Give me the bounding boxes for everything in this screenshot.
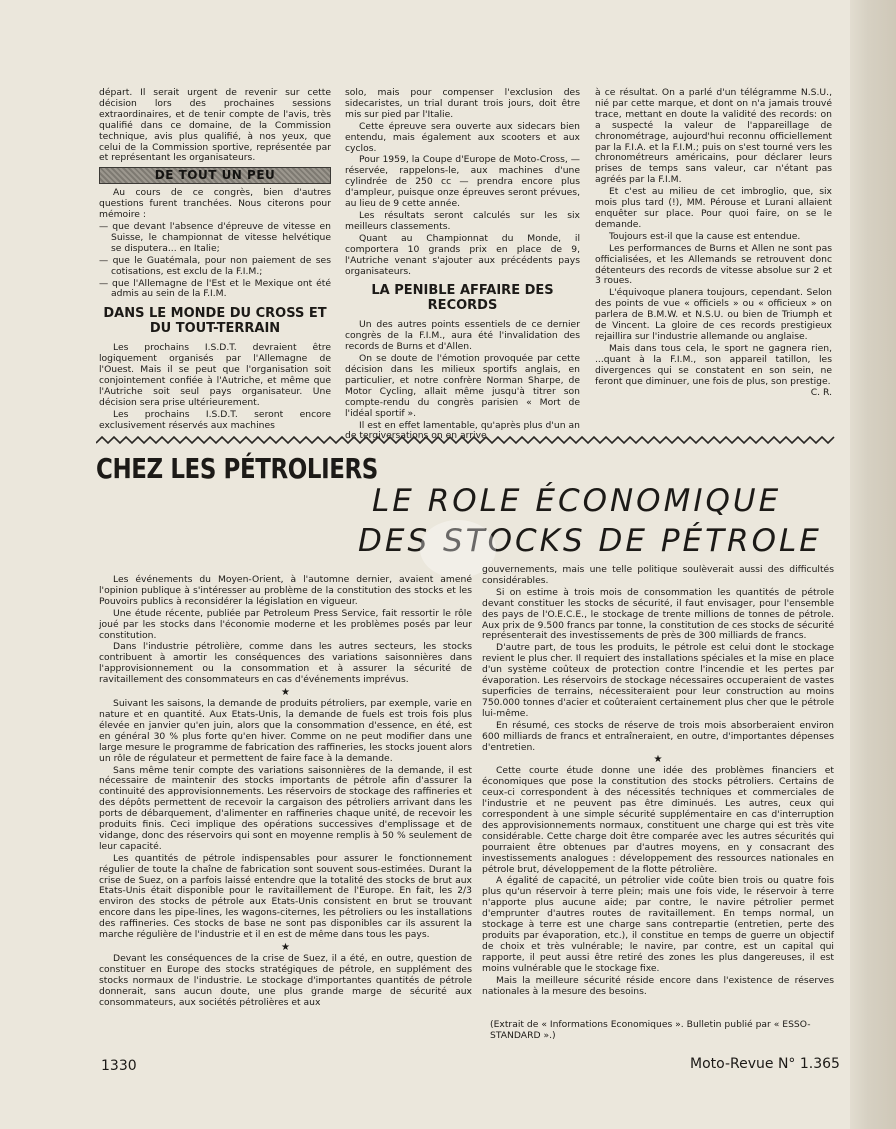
top-column-3: [595, 88, 832, 400]
article-credit: (Extrait de « Informations Economiques ». Bulletin publié par « ESSO-STANDARD ».): [490, 1019, 811, 1041]
top-column-1: [99, 88, 331, 433]
paragraph: Quant au Championnat du Monde, il comportera 10 grands prix en place de 9, l'Autriche venant s'ajouter aux précédents pays organisateurs.: [345, 232, 580, 277]
paragraph: Une étude récente, publiée par Petroleum Press Service, fait ressortir le rôle joué par les stocks dans l'économie moderne et les problèmes posés par leur constitution.: [99, 607, 472, 641]
article-column-2: [482, 565, 834, 998]
star-separator: ★: [281, 687, 290, 699]
paragraph: Les événements du Moyen-Orient, à l'automne dernier, avaient amené l'opinion publique à s'intéresser au problème de la constitution des stocks et les Pouvoirs publics à reconsidérer la législation en vigueur.: [99, 574, 472, 607]
paragraph: En résumé, ces stocks de réserve de trois mois absorberaient environ 600 milliards de francs et entraîneraient, en outre, d'importantes dépenses d'entretien.: [482, 719, 834, 753]
paragraph: Un des autres points essentiels de ce dernier congrès de la F.I.M., aura été l'invalidation des records de Burns et d'Allen.: [345, 319, 580, 353]
section-title: CHEZ LES PÉTROLIERS: [96, 452, 378, 485]
star-separator: ★: [281, 942, 290, 953]
paragraph: Dans l'industrie pétrolière, comme dans les autres secteurs, les stocks contribuent à amortir les conséquences des variations saisonnières dans l'approvisionnement ou la consommation et à assurer la sécurité de ravitaillement des consommateurs en cas d'événements imprévus.: [99, 641, 472, 686]
paragraph: Cette épreuve sera ouverte aux sidecars bien entendu, mais également aux scooters et aux cyclos.: [345, 120, 580, 154]
paragraph: Les résultats seront calculés sur les six meilleurs classements.: [345, 209, 580, 232]
list-item: — que l'Allemagne de l'Est et le Mexique ont été admis au sein de la F.I.M.: [99, 277, 331, 300]
star-separator: ★: [653, 754, 663, 766]
paragraph: Au cours de ce congrès, bien d'autres questions furent tranchées. Nous citerons pour mémoire :: [99, 187, 331, 221]
paragraph: D'autre part, de tous les produits, le pétrole est celui dont le stockage revient le plus cher. Il requiert des installations spéciales et la mise en place d'un système coûteux de protection contre l'incendie et les pertes par évaporation. Les réservoirs de stockage nécessaires occuperaient de vastes superficies de terrains, nécessiteraient pour leur construction au moins 750.000 tonnes d'acier et coûteraient certainement plus cher que le pétrole lui-même.: [482, 642, 834, 719]
paragraph: solo, mais pour compenser l'exclusion des sidecaristes, un trial durant trois jours, doit être mis sur pied par l'Italie.: [345, 87, 580, 120]
paragraph: Les prochains I.S.D.T. devraient être logiquement organisés par l'Allemagne de l'Ouest. Mais il se peut que l'organisation soit conjointement confiée à l'Autriche, et même que l'Autriche soit seul pays organisateur. Une décision sera prise ultérieurement.: [99, 342, 331, 408]
paragraph: On se doute de l'émotion provoquée par cette décision dans les milieux sportifs anglais, en particulier, et notre confrère Norman Sharpe, de Motor Cycling, allait même jusqu'à titrer son compte-rendu du congrès parisien « Mort de l'idéal sportif ».: [345, 353, 580, 419]
paragraph: A égalité de capacité, un pétrolier vide coûte bien trois ou quatre fois plus qu'un réservoir à terre plein; mais une fois vide, le réservoir à terre n'apporte plus aucune aide; par contre, le navire pétrolier permet d'emprunter d'autres routes de ravitaillement. En temps normal, un stockage à terre est une charge sans contrepartie (entretien, perte des produits par évaporation, etc.), il constitue en temps de guerre un objectif de choix et très vulnérable; le navire, par contre, est un capital qui rapporte, il peut aussi être retiré des zones les plus dangereuses, il est moins vulnérable que le stockage fixe.: [482, 875, 834, 974]
top-column-2: [345, 88, 580, 443]
paragraph: Pour 1959, la Coupe d'Europe de Moto-Cross, — réservée, rappelons-le, aux machines d'une cylindrée de 250 cc — prendra encore plus d'ampleur, puisque onze épreuves seront prévues, au lieu de 9 cette année.: [345, 154, 580, 210]
paragraph: Mais la meilleure sécurité réside encore dans l'existence de réserves nationales à la mesure des besoins.: [482, 974, 834, 997]
article-column-1: [99, 575, 472, 1010]
paragraph: gouvernements, mais une telle politique soulèverait aussi des difficultés considérables.: [482, 564, 834, 586]
subheading: DANS LE MONDE DU CROSS ET DU TOUT-TERRAIN: [103, 306, 327, 337]
signature: C. R.: [810, 387, 832, 399]
paragraph: Cette courte étude donne une idée des problèmes financiers et économiques que pose la constitution des stocks pétroliers. Certains de ceux-ci correspondent à des nécessités techniques et commerciales de l'industrie et ne peuvent pas être diminués. Les autres, ceux qui correspondent à une simple sécurité supplémentaire en cas d'interruption des approvisionnements normaux, constituent une charge qui est très vite considérable. Cette charge doit être comparée avec les autres sécurités qui pourraient être obtenues par d'autres moyens, en y consacrant des investissements analogues : développement des ressources nationales en pétrole brut, développement de la flotte pétrolière.: [482, 765, 834, 875]
paragraph: Mais dans tous cela, le sport ne gagnera rien, ...quant à la F.I.M., son appareil tatillon, les divergences qui se constatent en son sein, ne feront que diminuer, une fois de plus, son prestige.: [595, 342, 832, 387]
paragraph: L'équivoque planera toujours, cependant. Selon des points de vue « officiels » ou « officieux » on parlera de B.M.W. et N.S.U. ou bien de Triumph et de Vincent. La gloire de ces records prestigieux rejaillira sur l'industrie allemande ou anglaise.: [595, 287, 832, 342]
magazine-issue: Moto-Revue N° 1.365: [690, 1056, 840, 1072]
paragraph: Toujours est-il que la cause est entendue.: [609, 230, 801, 242]
paragraph: Il est en effet lamentable, qu'après plus d'un an de tergiversations on en arrive: [345, 419, 580, 442]
paragraph: à ce résultat. On a parlé d'un télégramme N.S.U., nié par cette marque, et dont on n'a jamais trouvé trace, mettant en doute la validité des records: on a suspecté la valeur de l'appareillage de chronométrage, aujourd'hui reconnu officiellement par la F.I.A. et la F.I.M.; puis on s'est tourné vers les chronométreurs américains, pour déclarer leurs prises de temps sans valeur, car n'étant pas agréés par la F.I.M.: [595, 87, 832, 186]
paragraph: Si on estime à trois mois de consommation les quantités de pétrole devant constituer les stocks de sécurité, il faut envisager, pour l'ensemble des pays de l'O.E.C.E., le stockage de trente millions de tonnes de pétrole. Aux prix de 9.500 francs par tonne, la constitution de ces stocks de sécurité représenterait des investissements de près de 300 milliards de francs.: [482, 586, 834, 642]
list-item: — que le Guatémala, pour non paiement de ses cotisations, est exclu de la F.I.M.;: [99, 254, 331, 277]
paragraph: départ. Il serait urgent de revenir sur cette décision lors des prochaines sessions extraordinaires, et de tenir compte de l'avis, très qualifié dans ce domaine, de la Commission technique, avis plus qualifié, à nos yeux, que celui de la Commission sportive, représentée par et représentant les organisateurs.: [99, 87, 331, 164]
article-title-line-1: LE ROLE ÉCONOMIQUE: [372, 483, 782, 519]
paragraph: Les performances de Burns et Allen ne sont pas officialisées, et les Allemands se retrouvent donc détenteurs des records de vitesse absolue sur 2 et 3 roues.: [595, 242, 832, 287]
subheading: LA PENIBLE AFFAIRE DES RECORDS: [371, 283, 554, 314]
subheading-box: DE TOUT UN PEU: [99, 167, 331, 184]
paragraph: Et c'est au milieu de cet imbroglio, que, six mois plus tard (!), MM. Pérouse et Lurani allaient enquêter sur place. Pour quoi faire, on se le demande.: [595, 186, 832, 230]
paragraph: Les quantités de pétrole indispensables pour assurer le fonctionnement régulier de toute la chaîne de fabrication sont souvent sous-estimées. Durant la crise de Suez, on a parfois laissé entendre que la totalité des stocks de brut aux Etats-Unis était disponible pour le ravitaillement de l'Europe. En fait, les 2/3 environ des stocks de pétrole aux Etats-Unis consistent en brut se trouvant encore dans les pipe-lines, les wagons-citernes, les pétroliers ou les installations des raffineries. Ces stocks de base ne sont pas disponibles car ils assurent la marche régulière de l'industrie et il en est de même dans tous les pays.: [99, 852, 472, 941]
paragraph: Sans même tenir compte des variations saisonnières de la demande, il est nécessaire de maintenir des stocks importants de pétrole afin d'assurer la continuité des approvisionnements. Les réservoirs de stockage des raffineries et des dépôts permettent de recevoir la cargaison des pétroliers arrivant dans les ports de débarquement, d'alimenter en raffineries chaque unité, de recevoir les produits finis. Ceci implique des opérations successives d'emplissage et de vidange, donc des réservoirs qui sont en moyenne remplis à 50 % seulement de leur capacité.: [99, 764, 472, 852]
paragraph: Les prochains I.S.D.T. seront encore exclusivement réservés aux machines: [99, 408, 331, 431]
article-title-line-2: DES STOCKS DE PÉTROLE: [358, 523, 822, 559]
list-item: — que devant l'absence d'épreuve de vitesse en Suisse, le championnat de vitesse helvétique se disputera... en Italie;: [99, 220, 331, 254]
zigzag-divider-top: [96, 436, 836, 444]
paragraph: Devant les conséquences de la crise de Suez, il a été, en outre, question de constituer en Europe des stocks stratégiques de pétrole, en supplément des stocks normaux de l'industrie. Le stockage d'importantes quantités de pétrole donnerait, sans aucun doute, une plus grande marge de sécurité aux consommateurs, aux sociétés pétrolières et aux: [99, 953, 472, 1008]
page-edge: [850, 0, 896, 1129]
paragraph: Suivant les saisons, la demande de produits pétroliers, par exemple, varie en nature et en quantité. Aux Etats-Unis, la demande de fuels est trois fois plus élevée en janvier qu'en juin, alors que la consommation d'essence, en été, est en général 30 % plus forte qu'en hiver. Comme on ne peut modifier dans une large mesure le programme de fabrication des raffineries, les stocks jouent alors un rôle de régulateur et permettent de faire face à la demande.: [99, 698, 472, 764]
page-number: 1330: [101, 1058, 137, 1074]
